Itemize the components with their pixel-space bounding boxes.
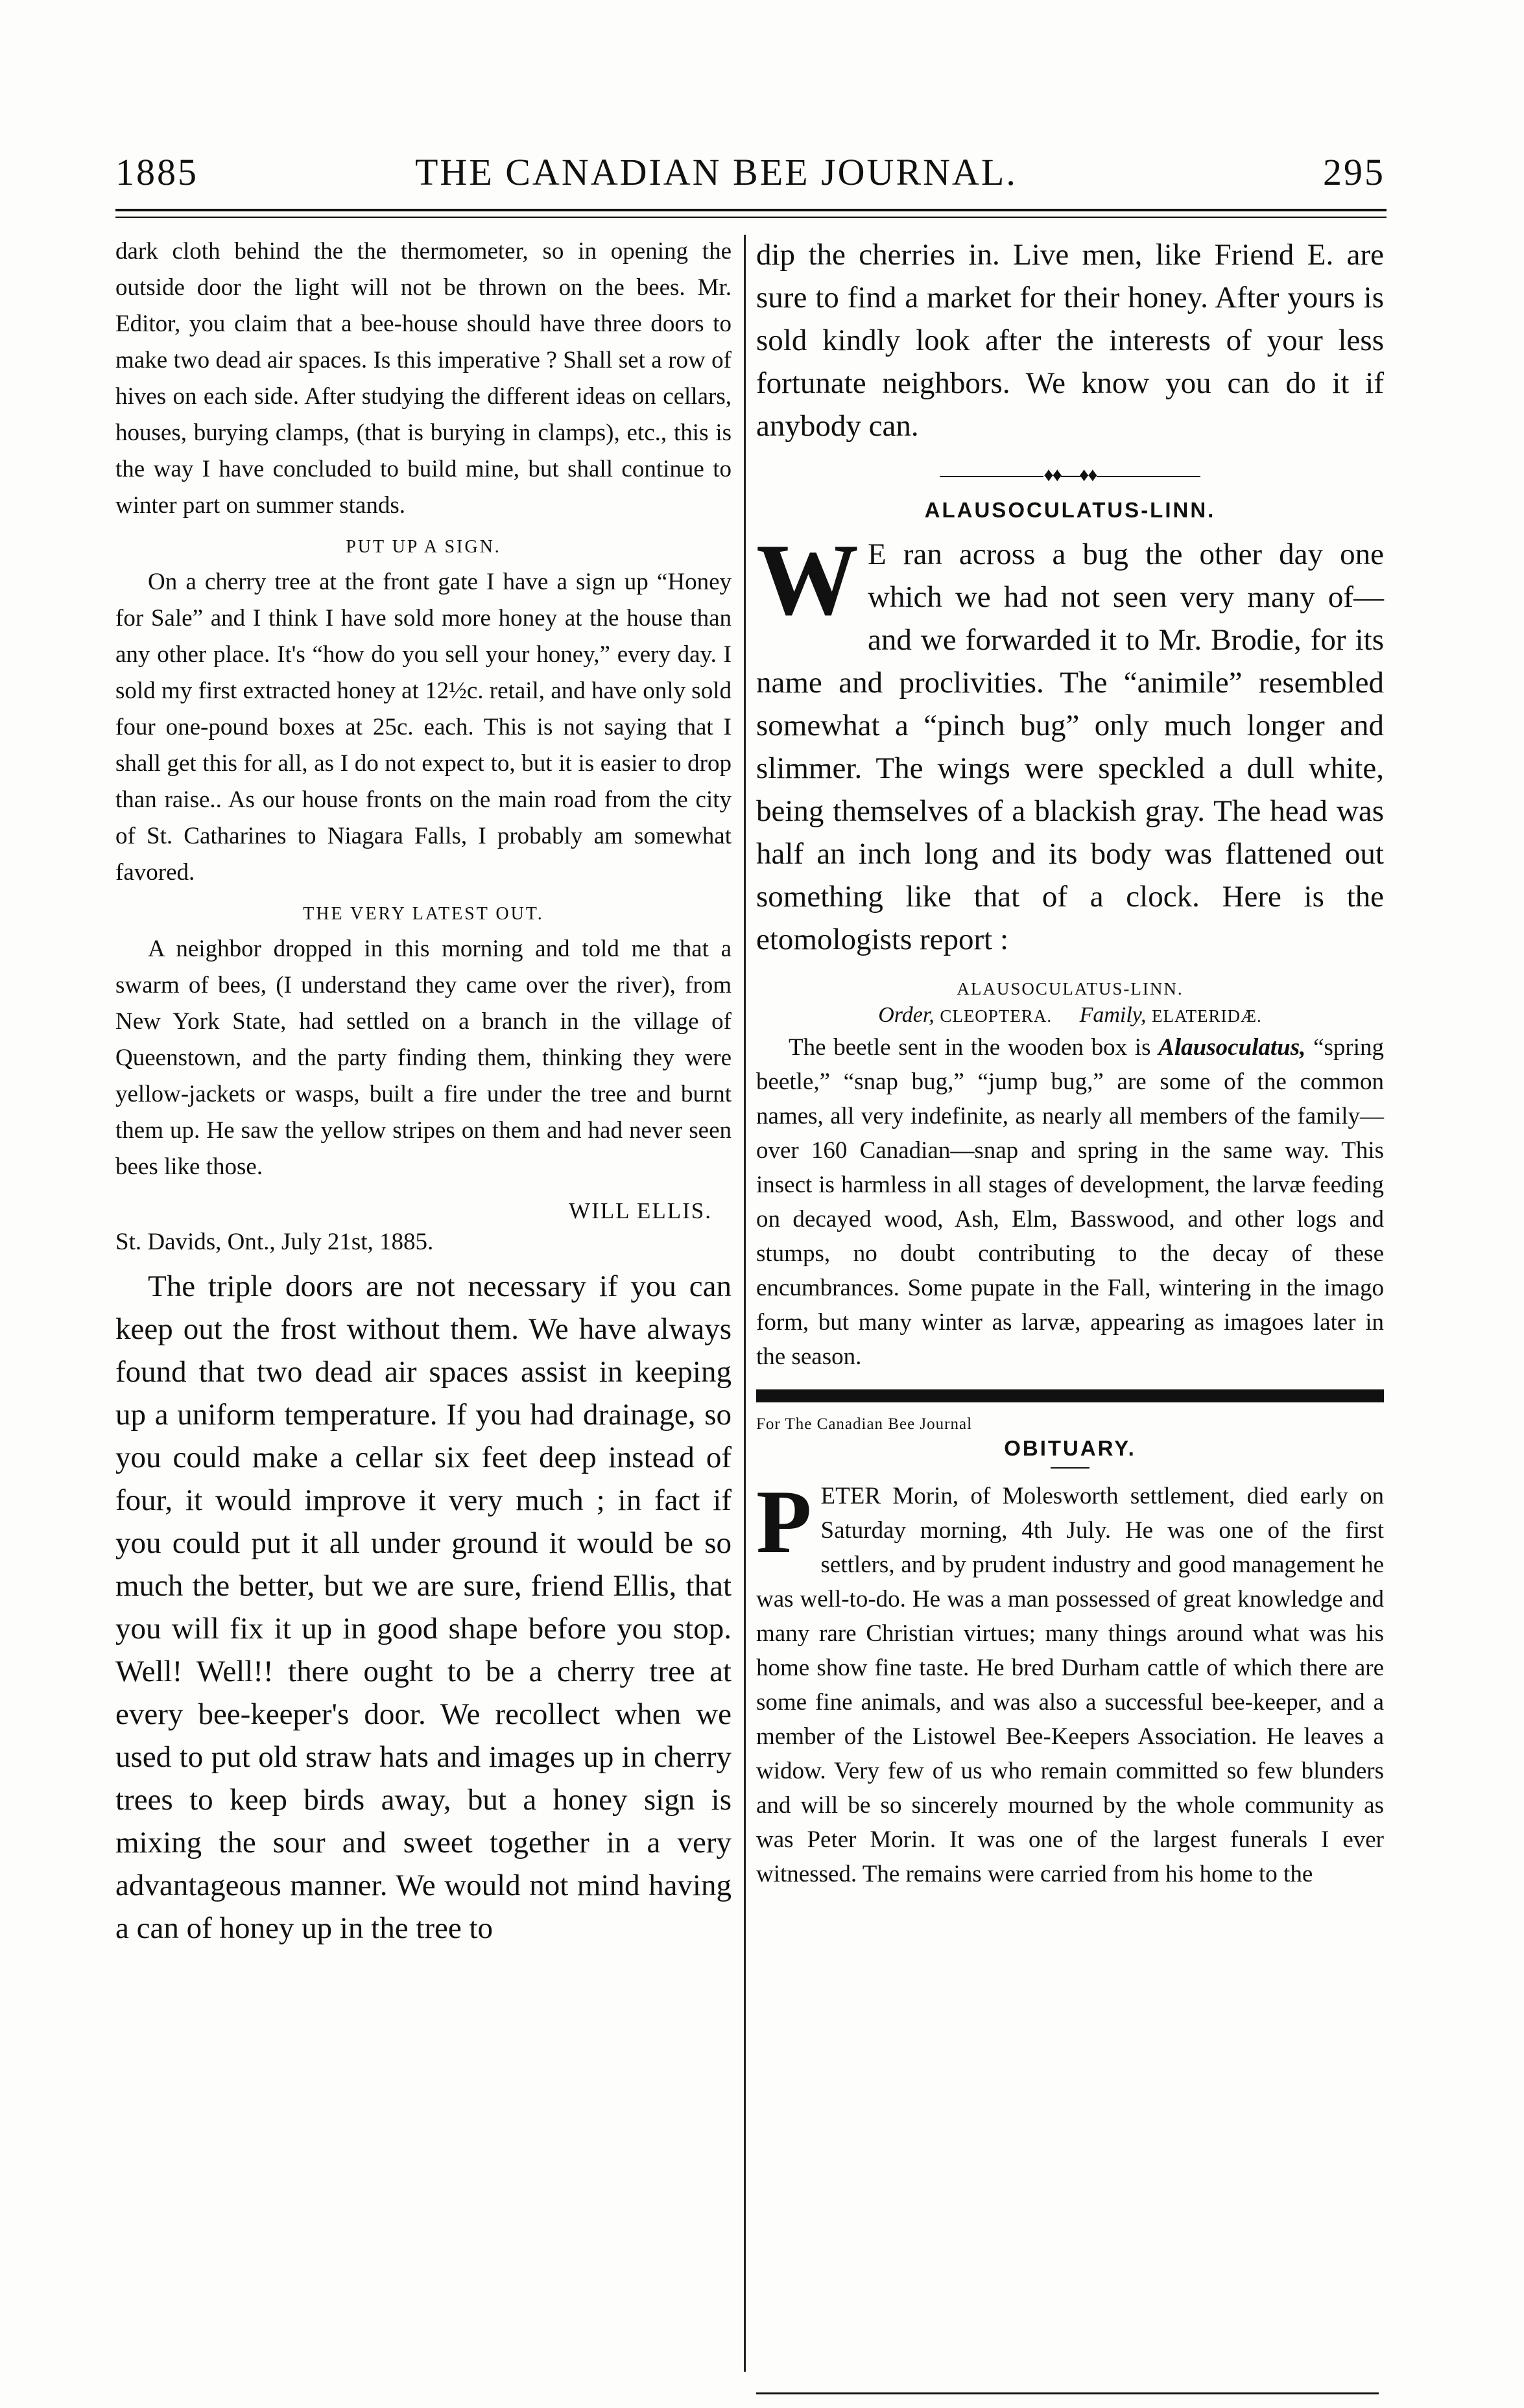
article-body [756,523,1384,961]
journal-title: THE CANADIAN BEE JOURNAL. [415,151,1018,193]
page-year: 1885 [115,151,198,193]
drop-cap-w: W [756,523,859,637]
ornament-glyphs: ♦♦—♦♦ [1043,464,1097,486]
left-column [115,233,732,1950]
classification-line [756,1003,1384,1028]
right-column [756,233,1384,1891]
subheading-put-up-a-sign: PUT UP A SIGN. [346,537,501,557]
page-number: 295 [1323,151,1385,193]
family-label: Family, [1079,1003,1147,1027]
order-value: CLEOPTERA. [940,1006,1053,1026]
editor-reply-continued: dip the cherries in. Live men, like Friend E. are sure to find a market for their honey. After yours is sold kindly look after the interests of your less fortunate neighbors. We know you can do it if anybody can. [756,238,1384,443]
letter-paragraph-2: On a cherry tree at the front gate I have a sign up “Honey for Sale” and I think I have sold more honey at the house than any other place. It's “how do you sell your honey,” every day. I sold my first extracted honey at 12½c. retail, and have only sold four one-pound boxes at 25c. each. This is not saying that I shall get this for all, as I do not expect to, but it is easier to drop than raise.. As our house fronts on the main road from the city of St. Catharines to Niagara Falls, I probably am somewhat favored. [115,569,732,886]
editor-reply: The triple doors are not necessary if you can keep out the frost without them. We have always found that two dead air spaces assist in keeping up a uniform temperature. If you had drainage, so you could make a cellar six feet deep instead of four, it would improve it very much ; in fact if you could put it all under ground it would be so much the better, but we are sure, friend Ellis, that you will fix it up in good shape before you stop. Well! Well!! there ought to be a cherry tree at every bee-keeper's door. We recollect when we used to put old straw hats and images up in cherry trees to keep birds away, but a honey sign is mixing the sour and sweet together in a very advantageous manner. We would not mind having a can of honey up in the tree to [115,1269,732,1945]
drop-cap-p: P [756,1472,812,1572]
signature: WILL ELLIS. [569,1198,712,1223]
dateline: St. Davids, Ont., July 21st, 1885. [115,1229,434,1255]
short-rule [1051,1467,1089,1469]
footer-rule [756,2392,1379,2394]
report-title: ALAUSOCULATUS-LINN. [957,979,1184,998]
article-text: E ran across a bug the other day one which we had not seen very many of—and we forwarded it to Mr. Brodie, for its name and proclivities. The “animile” resembled somewhat a “pinch bug” only much longer and slimmer. The wings were speckled a dull white, being themselves of a blackish gray. The head was half an inch long and its body was flattened out something like that of a clock. Here is the etomologists report : [756,537,1384,956]
report-rest: “spring beetle,” “snap bug,” “jump bug,” are some of the common names, all very indefinite, as nearly all members of the family—over 160 Canadian—snap and spring in the same way. This insect is harmless in all stages of development, the larvæ feeding on decayed wood, Ash, Elm, Basswood, and other logs and stumps, no doubt contributing to the decay of these encumbrances. Some pupate in the Fall, wintering in the imago form, but many winter as larvæ, appearing as imagoes later in the season. [756,1034,1384,1370]
header-rule-thick [115,209,1387,211]
subheading-very-latest: THE VERY LATEST OUT. [303,904,544,924]
order-label: Order, [878,1003,935,1027]
obituary-text: ETER Morin, of Molesworth settlement, died early on Saturday morning, 4th July. He was one of the first settlers, and by prudent industry and good management he was well-to-do. He was a man possessed of great knowledge and many rare Christian virtues; many things around what was his home show fine taste. He bred Durham cattle of which there are some fine animals, and was also a successful bee-keeper, and a member of the Listowel Bee-Keepers Association. He leaves a widow. Very few of us who remain committed so few blunders and will be so sincerely mourned by the whole community as was Peter Morin. It was one of the largest funerals I ever witnessed. The remains were carried from his home to the [756,1483,1384,1887]
obituary-heading: OBITUARY. [1004,1436,1136,1460]
obituary-body [756,1472,1384,1891]
letter-paragraph-3: A neighbor dropped in this morning and told me that a swarm of bees, (I understand they came over the river), from New York State, had settled on a branch in the village of Queenstown, and the party finding them, thinking they were yellow-jackets or wasps, built a fire under the tree and burnt them up. He saw the yellow stripes on them and had never seen bees like those. [115,936,732,1180]
species-name: Alausoculatus, [1158,1034,1306,1061]
ornament-divider [756,464,1384,486]
section-black-bar [756,1389,1384,1402]
letter-paragraph-1: dark cloth behind the the thermometer, so in opening the outside door the light will not be thrown on the bees. Mr. Editor, you claim that a bee-house should have three doors to make two dead air spaces. Is this imperative ? Shall set a row of hives on each side. After studying the different ideas on cellars, houses, burying clamps, (that is burying in clamps), etc., this is the way I have concluded to build mine, but shall continue to winter part on summer stands. [115,238,732,519]
for-line: For The Canadian Bee Journal [756,1415,973,1433]
report-body [756,1030,1384,1374]
column-divider [744,235,746,2372]
article-heading: ALAUSOCULATUS-LINN. [924,498,1216,522]
family-value: ELATERIDÆ. [1152,1006,1262,1026]
header-rule-thin [115,217,1387,218]
report-lead: The beetle sent in the wooden box is [789,1034,1159,1061]
